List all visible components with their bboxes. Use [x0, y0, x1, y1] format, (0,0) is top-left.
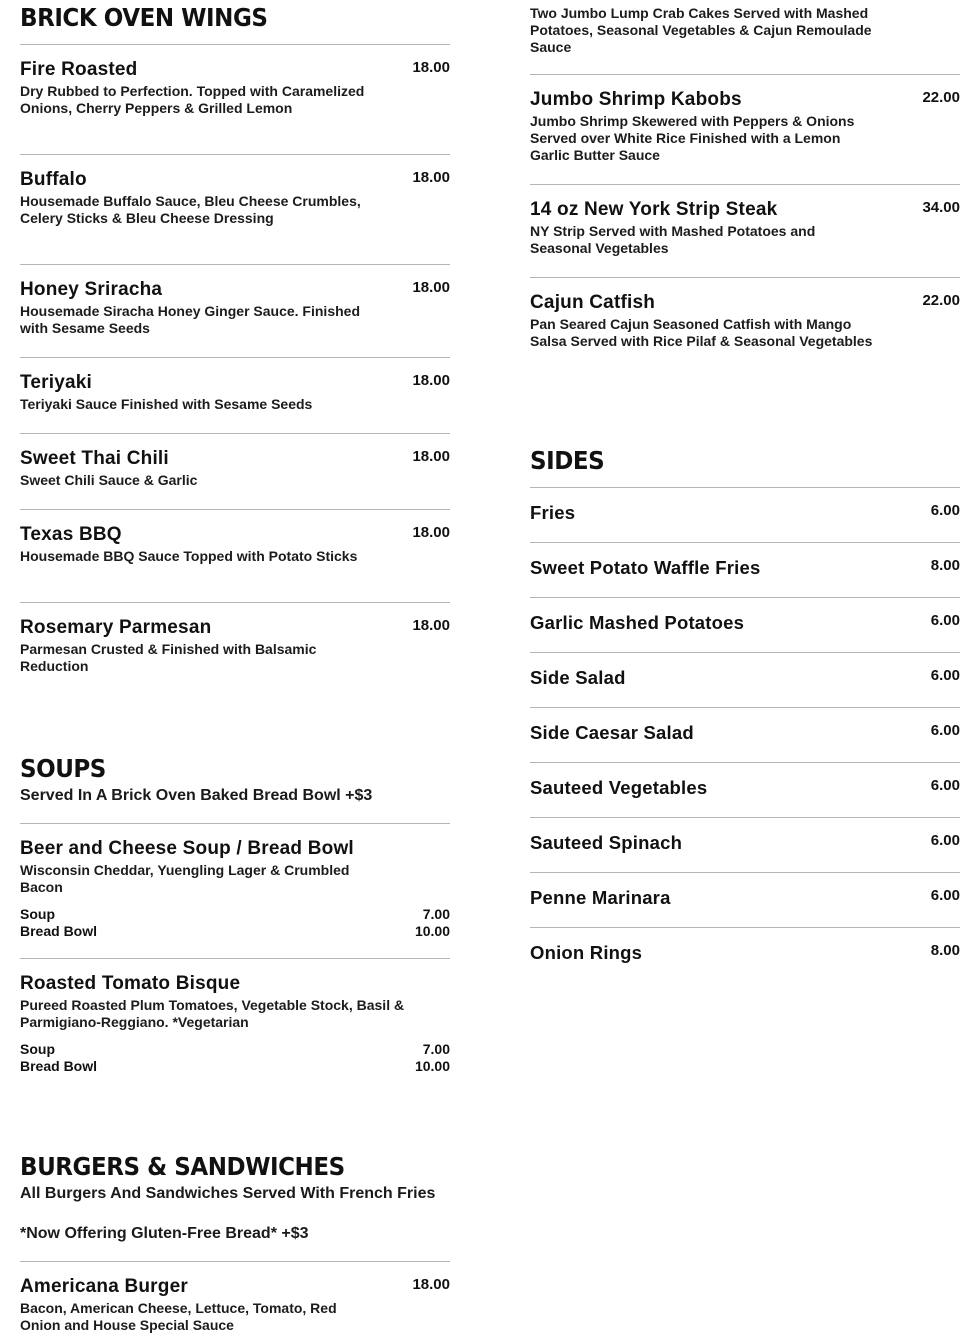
item-description: Housemade Buffalo Sauce, Bleu Cheese Crumbles, Celery Sticks & Bleu Cheese Dressing [20, 193, 361, 226]
item-description: Jumbo Shrimp Skewered with Peppers & Onions Served over White Rice Finished with a Lemon Garlic Butter Sauce [530, 113, 855, 163]
option-label: Bread Bowl [20, 1058, 98, 1074]
item-description: Bacon, American Cheese, Lettuce, Tomato, Red Onion and House Special Sauce [20, 1300, 337, 1333]
divider [530, 597, 960, 598]
item-price: 8.00 [930, 942, 960, 959]
item-price: 6.00 [930, 612, 960, 629]
item-description: Dry Rubbed to Perfection. Topped with Caramelized Onions, Cherry Peppers & Grilled Lemon [20, 83, 365, 116]
item-name: Sweet Thai Chili [20, 448, 169, 469]
divider [20, 958, 450, 959]
divider [20, 823, 450, 824]
item-price: 22.00 [922, 292, 960, 309]
item-name: Garlic Mashed Potatoes [530, 612, 745, 633]
item-description: Pan Seared Cajun Seasoned Catfish with Mango Salsa Served with Rice Pilaf & Seasonal Vegetables [530, 316, 873, 349]
divider [20, 602, 450, 603]
item-price: 18.00 [412, 448, 450, 465]
item-name: Side Salad [530, 667, 626, 688]
divider [530, 184, 960, 185]
divider [530, 277, 960, 278]
item-description: Sweet Chili Sauce & Garlic [20, 472, 198, 488]
item-description: Housemade Siracha Honey Ginger Sauce. Finished with Sesame Seeds [20, 303, 360, 336]
soups-subtitle: Served In A Brick Oven Baked Bread Bowl +$3 [20, 787, 373, 804]
option-label: Soup [20, 906, 55, 922]
item-description: Teriyaki Sauce Finished with Sesame Seeds [20, 396, 313, 412]
divider [530, 927, 960, 928]
item-price: 6.00 [930, 832, 960, 849]
crab-cakes-description: Two Jumbo Lump Crab Cakes Served with Mashed Potatoes, Seasonal Vegetables & Cajun Remoulade Sauce [530, 5, 872, 55]
divider [20, 154, 450, 155]
item-name: Texas BBQ [20, 524, 122, 545]
item-description: Wisconsin Cheddar, Yuengling Lager & Crumbled Bacon [20, 862, 350, 895]
item-name: Penne Marinara [530, 887, 671, 908]
item-description: Parmesan Crusted & Finished with Balsamic Reduction [20, 641, 317, 674]
divider [20, 509, 450, 510]
item-name: Cajun Catfish [530, 292, 656, 313]
divider [530, 652, 960, 653]
item-price: 6.00 [930, 777, 960, 794]
item-name: Sauteed Vegetables [530, 777, 708, 798]
item-name: Sweet Potato Waffle Fries [530, 557, 761, 578]
item-price: 18.00 [412, 279, 450, 296]
divider [530, 74, 960, 75]
item-name: Fries [530, 502, 576, 523]
item-name: Side Caesar Salad [530, 722, 694, 743]
burgers-subtitle: All Burgers And Sandwiches Served With French Fries [20, 1185, 436, 1202]
divider [20, 1261, 450, 1262]
soups-title: SOUPS [20, 754, 106, 783]
item-price: 18.00 [412, 1276, 450, 1293]
divider [20, 44, 450, 45]
item-name: 14 oz New York Strip Steak [530, 199, 778, 220]
option-label: Soup [20, 1041, 55, 1057]
item-description: Pureed Roasted Plum Tomatoes, Vegetable Stock, Basil & Parmigiano-Reggiano. *Vegetarian [20, 997, 405, 1030]
divider [530, 707, 960, 708]
item-price: 22.00 [922, 89, 960, 106]
item-name: Teriyaki [20, 372, 93, 393]
divider [20, 264, 450, 265]
divider [530, 487, 960, 488]
item-name: Jumbo Shrimp Kabobs [530, 89, 742, 110]
item-price: 34.00 [922, 199, 960, 216]
item-price: 6.00 [930, 722, 960, 739]
item-name: Fire Roasted [20, 59, 138, 80]
item-price: 18.00 [412, 524, 450, 541]
item-price: 6.00 [930, 502, 960, 519]
divider [530, 872, 960, 873]
gluten-free-note: *Now Offering Gluten-Free Bread* +$3 [20, 1225, 309, 1242]
divider [20, 433, 450, 434]
item-description: Housemade BBQ Sauce Topped with Potato Sticks [20, 548, 358, 564]
divider [530, 762, 960, 763]
item-name: Honey Sriracha [20, 279, 163, 300]
item-name: Roasted Tomato Bisque [20, 973, 241, 994]
sides-title: SIDES [530, 446, 605, 475]
divider [20, 357, 450, 358]
option-price: 7.00 [422, 906, 450, 922]
item-price: 18.00 [412, 59, 450, 76]
item-description: NY Strip Served with Mashed Potatoes and Seasonal Vegetables [530, 223, 816, 256]
item-price: 6.00 [930, 667, 960, 684]
item-name: Sauteed Spinach [530, 832, 683, 853]
option-price: 10.00 [414, 923, 450, 939]
item-price: 18.00 [412, 372, 450, 389]
option-price: 7.00 [422, 1041, 450, 1057]
option-label: Bread Bowl [20, 923, 98, 939]
item-name: Onion Rings [530, 942, 643, 963]
option-price: 10.00 [414, 1058, 450, 1074]
divider [530, 542, 960, 543]
item-price: 8.00 [930, 557, 960, 574]
wings-title: BRICK OVEN WINGS [20, 3, 268, 32]
item-name: Americana Burger [20, 1276, 188, 1297]
divider [530, 817, 960, 818]
item-name: Rosemary Parmesan [20, 617, 212, 638]
item-name: Beer and Cheese Soup / Bread Bowl [20, 838, 354, 859]
burgers-title: BURGERS & SANDWICHES [20, 1152, 345, 1181]
item-price: 18.00 [412, 169, 450, 186]
item-price: 6.00 [930, 887, 960, 904]
item-name: Buffalo [20, 169, 87, 190]
item-price: 18.00 [412, 617, 450, 634]
